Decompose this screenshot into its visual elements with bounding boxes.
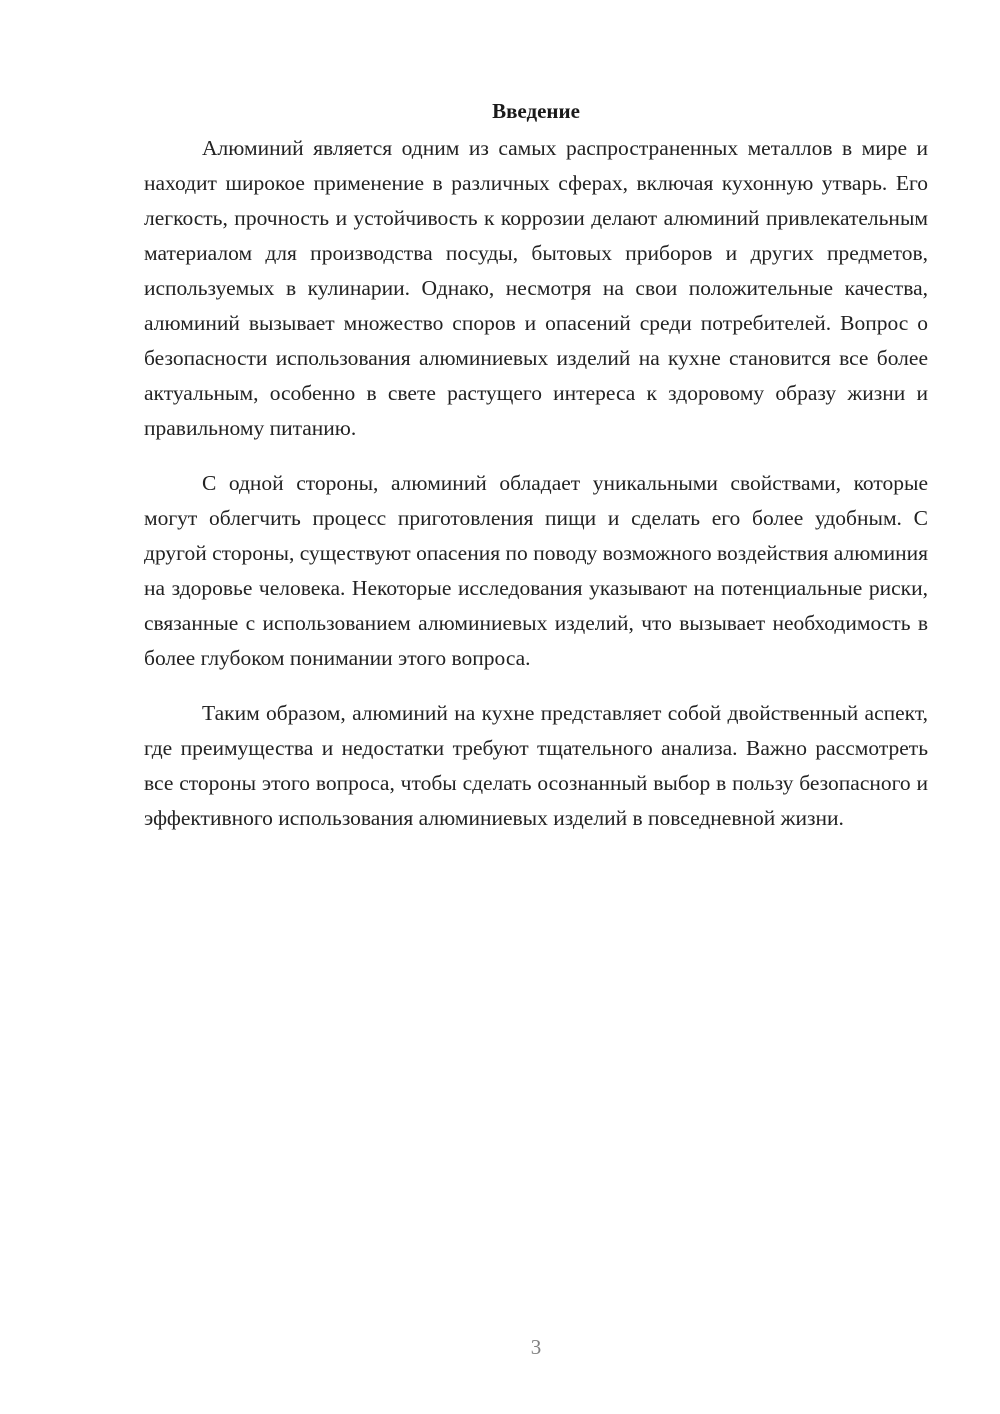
page-content [144,94,928,856]
paragraph-1: Алюминий является одним из самых распространенных металлов в мире и находит широкое применение в различных сферах, включая кухонную утварь. Его легкость, прочность и устойчивость к коррозии делают алюминий привлекательным материалом для производства посуды, бытовых приборов и других предметов, используемых в кулинарии. Однако, несмотря на свои положительные качества, алюминий вызывает множество споров и опасений среди потребителей. Вопрос о безопасности использования алюминиевых изделий на кухне становится все более актуальным, особенно в свете растущего интереса к здоровому образу жизни и правильному питанию. [144,136,928,440]
page-number: 3 [530,1335,542,1359]
paragraph-2: С одной стороны, алюминий обладает уникальными свойствами, которые могут облегчить процесс приготовления пищи и сделать его более удобным. С другой стороны, существуют опасения по поводу возможного воздействия алюминия на здоровье человека. Некоторые исследования указывают на потенциальные риски, связанные с использованием алюминиевых изделий, что вызывает необходимость в более глубоком понимании этого вопроса. [144,471,928,670]
paragraph-3: Таким образом, алюминий на кухне представляет собой двойственный аспект, где преимущества и недостатки требуют тщательного анализа. Важно рассмотреть все стороны этого вопроса, чтобы сделать осознанный выбор в пользу безопасного и эффективного использования алюминиевых изделий в повседневной жизни. [144,701,928,830]
section-title: Введение [492,99,580,123]
